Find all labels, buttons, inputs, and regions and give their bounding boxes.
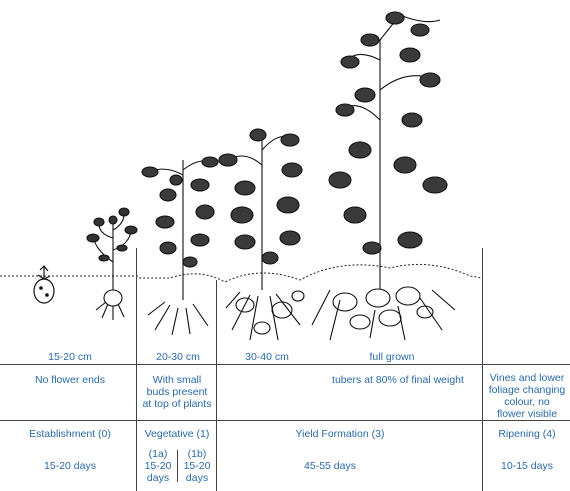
flowering-ripening-line-2: foliage changing	[488, 384, 566, 396]
soil-line	[0, 264, 482, 282]
height-yield-early: 30-40 cm	[245, 351, 289, 363]
duration-1b-range: 15-20	[183, 460, 211, 472]
vegetative-plant	[142, 157, 218, 335]
duration-vegetative-1b	[178, 448, 216, 484]
stage-vegetative: Vegetative (1)	[144, 428, 210, 440]
flowering-ripening	[484, 372, 570, 420]
stage-ripening: Ripening (4)	[498, 428, 556, 440]
flowering-vegetative-line-3: at top of plants	[142, 398, 212, 410]
divider-col-1	[136, 248, 137, 491]
young-plant	[87, 208, 137, 320]
height-establishment: 15-20 cm	[48, 351, 92, 363]
full-grown-plant	[312, 12, 455, 340]
duration-vegetative-1a	[139, 448, 177, 484]
duration-1a-range: 15-20	[144, 460, 172, 472]
duration-establishment: 15-20 days	[44, 460, 96, 472]
flowering-vegetative-line-2: buds present	[146, 386, 208, 398]
rule-row-1	[0, 364, 570, 365]
duration-yield: 45-55 days	[304, 460, 356, 472]
height-vegetative: 20-30 cm	[156, 351, 200, 363]
stage-yield: Yield Formation (3)	[295, 428, 385, 440]
divider-col-3	[482, 248, 483, 491]
flowering-vegetative-line-1: With small	[152, 374, 202, 386]
flowering-ripening-line-4: flower visible	[496, 408, 558, 420]
flowering-establishment: No flower ends	[34, 374, 106, 386]
duration-1a-unit: days	[146, 472, 170, 484]
flowering-ripening-line-3: colour, no	[504, 396, 550, 408]
duration-1b-label: (1b)	[187, 448, 207, 460]
flowering-vegetative	[138, 374, 216, 410]
duration-1b-unit: days	[185, 472, 209, 484]
stage-establishment: Establishment (0)	[29, 428, 111, 440]
divider-col-2	[216, 280, 217, 491]
height-yield-late: full grown	[369, 351, 415, 363]
flowering-ripening-line-1: Vines and lower	[489, 372, 565, 384]
duration-1a-label: (1a)	[148, 448, 168, 460]
seed-tuber-sprouting	[34, 266, 54, 303]
rule-row-2	[0, 420, 570, 421]
flowering-yield: tubers at 80% of final weight	[332, 374, 464, 386]
duration-ripening: 10-15 days	[501, 460, 553, 472]
yield-plant-early	[219, 129, 304, 340]
